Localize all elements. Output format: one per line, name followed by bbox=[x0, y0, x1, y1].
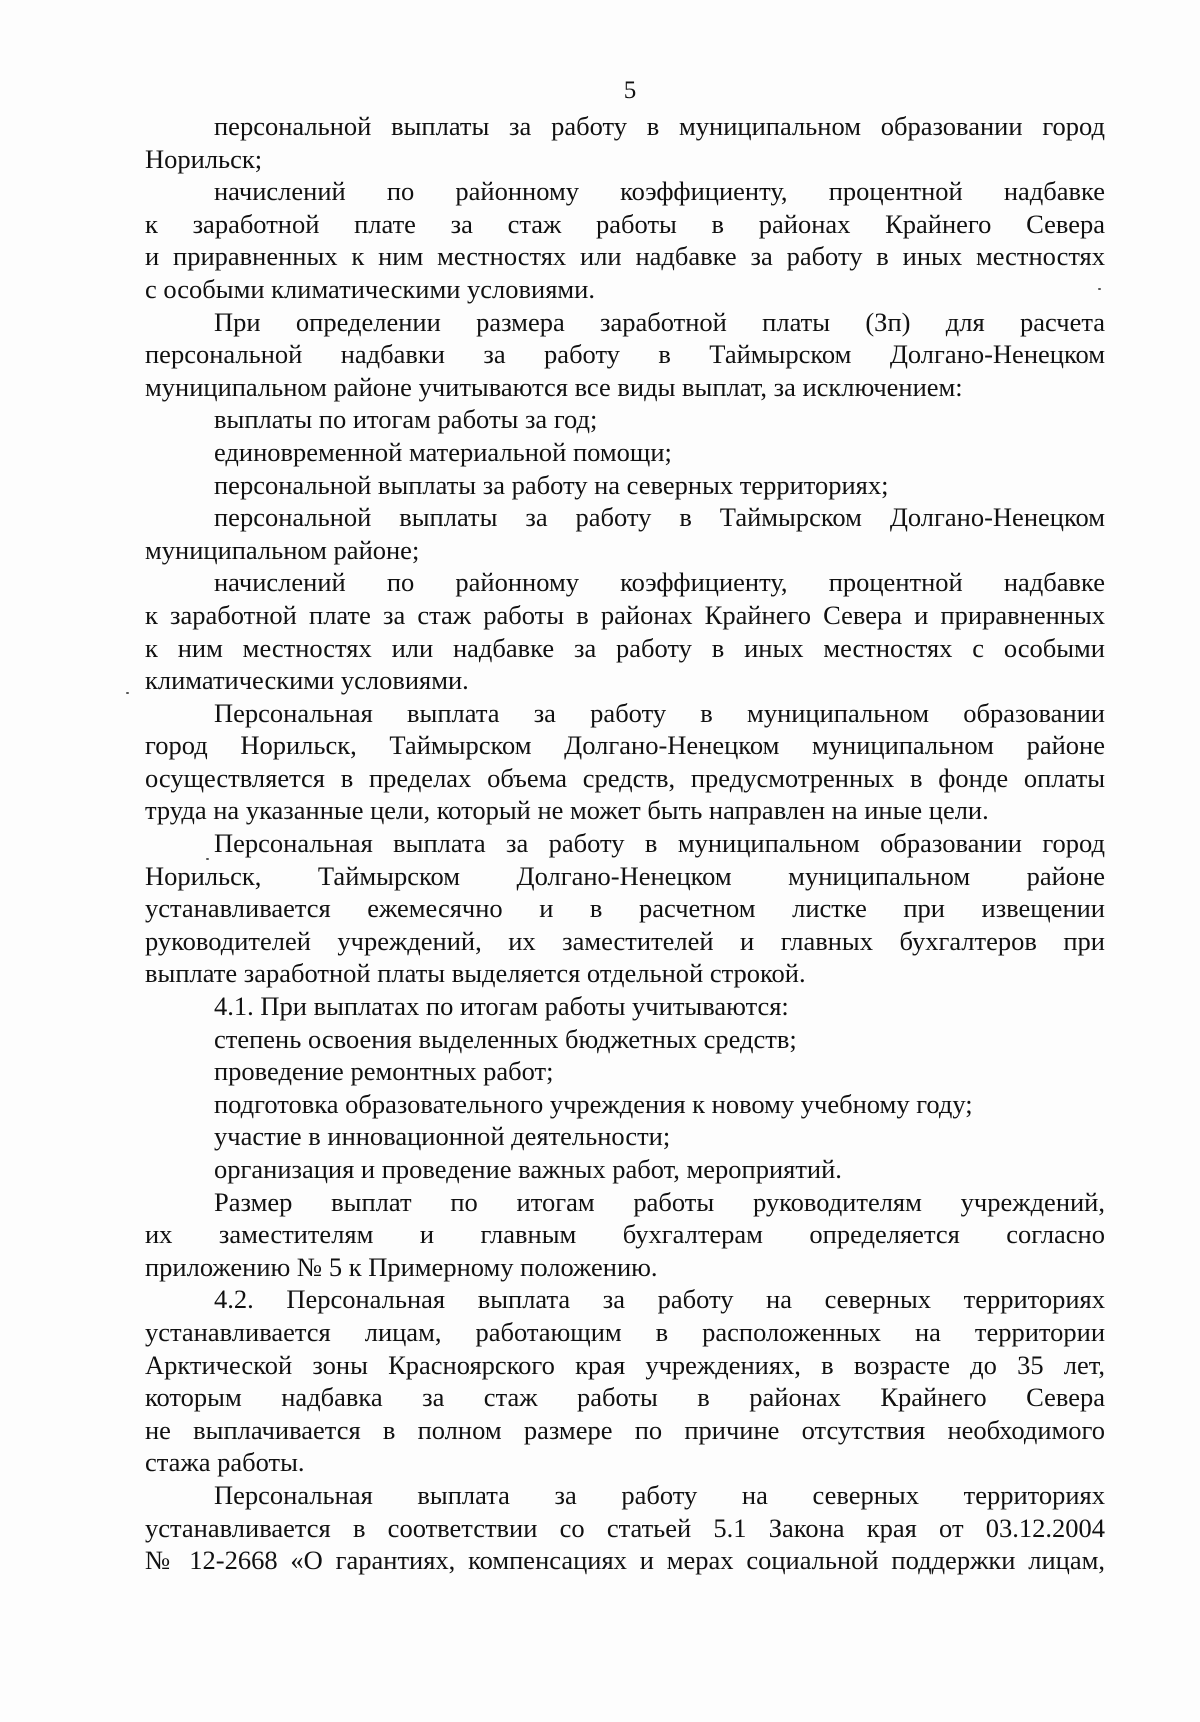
text-line: с особыми климатическими условиями. bbox=[145, 273, 595, 304]
text-line: персональной надбавки за работу в Таймырском Долгано-Ненецком bbox=[145, 339, 1105, 370]
text-line: к ним местностях или надбавке за работу в иных местностях с особыми bbox=[145, 632, 1105, 663]
text-line: проведение ремонтных работ; bbox=[214, 1056, 554, 1087]
text-line: персональной выплаты за работу в Таймырском Долгано-Ненецком bbox=[214, 502, 1105, 533]
text-line: руководителей учреждений, их заместителей и главных бухгалтеров при bbox=[145, 925, 1105, 956]
text-line: № 12-2668 «О гарантиях, компенсациях и мерах социальной поддержки лицам, bbox=[145, 1545, 1105, 1576]
text-line: выплаты по итогам работы за год; bbox=[214, 404, 598, 435]
text-line: и приравненных к ним местностях или надбавке за работу в иных местностях bbox=[145, 241, 1105, 272]
scan-speck bbox=[206, 858, 209, 860]
text-line: муниципальном районе; bbox=[145, 534, 420, 565]
text-line: к заработной плате за стаж работы в районах Крайнего Севера bbox=[145, 208, 1105, 239]
text-line: Персональная выплата за работу в муниципальном образовании bbox=[214, 697, 1105, 728]
text-line: их заместителям и главным бухгалтерам определяется согласно bbox=[145, 1219, 1105, 1250]
text-line: 4.2. Персональная выплата за работу на северных территориях bbox=[214, 1284, 1105, 1315]
text-line: осуществляется в пределах объема средств, предусмотренных в фонде оплаты bbox=[145, 762, 1105, 793]
text-line: устанавливается в соответствии со статьей 5.1 Закона края от 03.12.2004 bbox=[145, 1512, 1105, 1543]
text-line: стажа работы. bbox=[145, 1447, 305, 1478]
scan-speck bbox=[126, 692, 129, 694]
text-line: Арктической зоны Красноярского края учреждениях, в возрасте до 35 лет, bbox=[145, 1349, 1105, 1380]
text-line: климатическими условиями. bbox=[145, 665, 469, 696]
text-line: начислений по районному коэффициенту, процентной надбавке bbox=[214, 567, 1105, 598]
text-line: степень освоения выделенных бюджетных средств; bbox=[214, 1023, 797, 1054]
text-line: устанавливается лицам, работающим в расположенных на территории bbox=[145, 1316, 1105, 1347]
text-line: персональной выплаты за работу в муниципальном образовании город bbox=[214, 111, 1105, 141]
text-line: 4.1. При выплатах по итогам работы учитываются: bbox=[214, 991, 789, 1022]
text-line: участие в инновационной деятельности; bbox=[214, 1121, 671, 1152]
text-line: которым надбавка за стаж работы в районах Крайнего Севера bbox=[145, 1382, 1105, 1413]
text-line: Персональная выплата за работу в муниципальном образовании город bbox=[214, 828, 1105, 859]
page-number: 5 bbox=[623, 77, 637, 104]
text-line: начислений по районному коэффициенту, процентной надбавке bbox=[214, 176, 1105, 207]
text-line: Размер выплат по итогам работы руководителям учреждений, bbox=[214, 1186, 1105, 1217]
text-line: единовременной материальной помощи; bbox=[214, 436, 672, 467]
scan-speck bbox=[1098, 288, 1101, 290]
text-line: город Норильск, Таймырском Долгано-Ненецком муниципальном районе bbox=[145, 730, 1105, 761]
text-line: При определении размера заработной платы (Зп) для расчета bbox=[214, 306, 1105, 337]
text-line: подготовка образовательного учреждения к новому учебному году; bbox=[214, 1088, 973, 1119]
text-line: устанавливается ежемесячно и в расчетном листке при извещении bbox=[145, 893, 1105, 924]
document-body bbox=[145, 110, 1105, 1577]
text-line: организация и проведение важных работ, мероприятий. bbox=[214, 1154, 842, 1184]
text-line: труда на указанные цели, который не может быть направлен на иные цели. bbox=[145, 795, 989, 826]
text-line: приложению № 5 к Примерному положению. bbox=[145, 1251, 658, 1282]
text-line: выплате заработной платы выделяется отдельной строкой. bbox=[145, 958, 806, 989]
text-line: Персональная выплата за работу на северных территориях bbox=[214, 1479, 1105, 1510]
text-line: Норильск; bbox=[145, 143, 263, 174]
text-line: Норильск, Таймырском Долгано-Ненецком муниципальном районе bbox=[145, 860, 1105, 891]
text-line: персональной выплаты за работу на северных территориях; bbox=[214, 469, 889, 500]
text-line: не выплачивается в полном размере по причине отсутствия необходимого bbox=[145, 1414, 1105, 1445]
text-line: к заработной плате за стаж работы в районах Крайнего Севера и приравненных bbox=[145, 599, 1105, 630]
text-line: муниципальном районе учитываются все виды выплат, за исключением: bbox=[145, 371, 963, 402]
